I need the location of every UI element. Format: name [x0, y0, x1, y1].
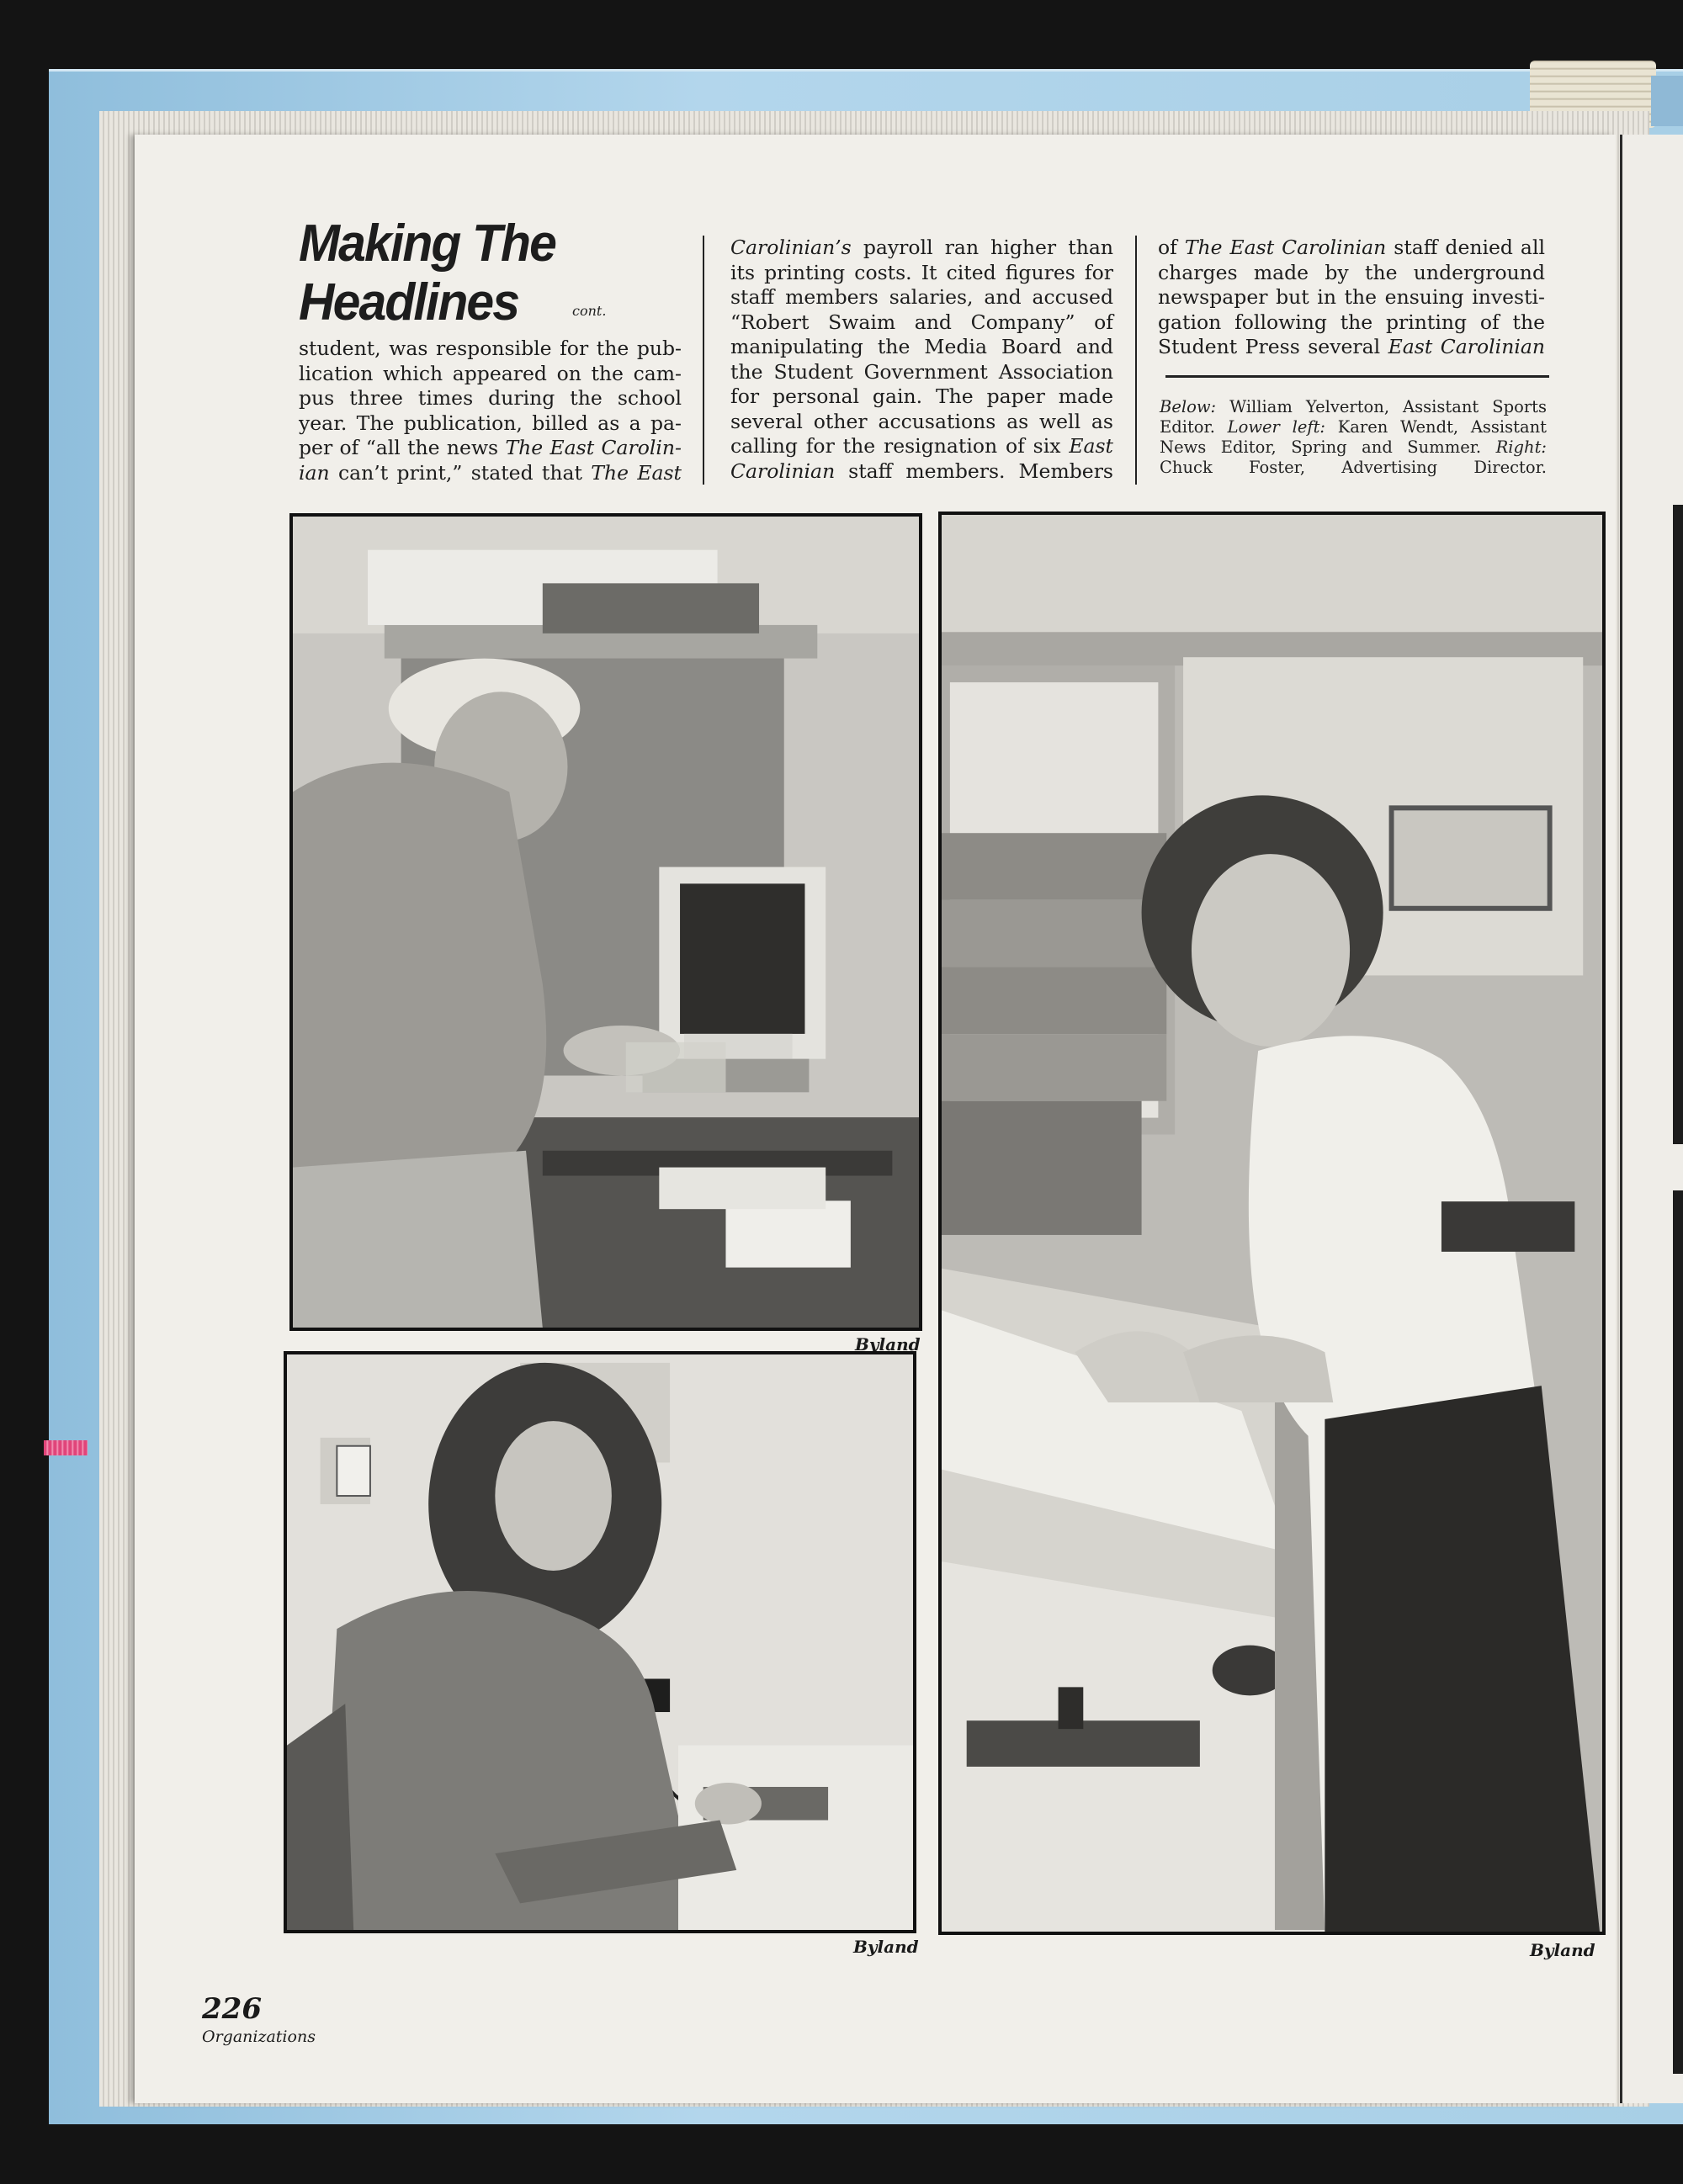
text-line: manipulating the Media Board and: [730, 335, 1113, 358]
sticky-marker: [44, 1440, 88, 1455]
article-column-1: [299, 337, 682, 485]
photo-credit: Byland: [1530, 1940, 1595, 1960]
page-number: 226: [202, 1992, 262, 2026]
caption-text: Karen Wendt, Assistant News Editor, Spring and Summer.: [1160, 417, 1548, 457]
caption-rule: [1165, 375, 1549, 378]
next-page-edge: [1620, 135, 1683, 2103]
photo-image: [287, 1354, 913, 1930]
caption-text: William Yelverton, Assistant Sports Editor.: [1160, 397, 1548, 437]
text-run: per of “all the news: [299, 436, 499, 459]
text-line: [1158, 335, 1545, 360]
text-line: for personal gain. The paper made: [730, 384, 1113, 408]
text-line: several other accusations as well as: [730, 409, 1113, 433]
publication-name: East: [1069, 434, 1113, 458]
publication-name: East Carolinian: [1388, 335, 1545, 358]
photo-karen-wendt: [284, 1351, 916, 1933]
text-run: staff denied all: [1394, 236, 1545, 259]
text-line: charges made by the underground: [1158, 260, 1545, 284]
text-line: staff members salaries, and accused: [730, 285, 1113, 309]
text-line: [299, 461, 682, 486]
photo-chuck-foster: [938, 512, 1606, 1935]
caption-label: Lower left:: [1227, 417, 1325, 437]
text-run: Student Press several: [1158, 335, 1381, 358]
text-line: student, was responsible for the pub-: [299, 337, 682, 360]
caption-text: Chuck Foster, Advertising Director.: [1160, 458, 1547, 477]
text-line: lication which appeared on the cam-: [299, 361, 682, 385]
text-line: its printing costs. It cited figures for: [730, 260, 1113, 284]
text-line: [730, 236, 1113, 261]
photo-image: [942, 515, 1602, 1932]
headline: [299, 215, 555, 332]
publication-name: Carolinian: [730, 459, 836, 483]
text-line: year. The publication, billed as a pa-: [299, 411, 682, 435]
headline-line-1: Making The: [299, 215, 555, 273]
text-line: [299, 436, 682, 461]
publication-name: The East Carolinian: [1184, 236, 1387, 259]
caption-label: Right:: [1495, 437, 1547, 457]
photo-credit: Byland: [853, 1937, 919, 1957]
publication-name: The East: [591, 460, 682, 485]
binder-corner: [1651, 76, 1683, 126]
column-divider: [1135, 236, 1137, 485]
text-run: calling for the resignation of six: [730, 434, 1061, 458]
text-line: [730, 459, 1113, 485]
photo-image: [293, 517, 919, 1328]
next-page-photo-edge: [1673, 505, 1683, 1144]
text-line: “Robert Swaim and Company” of: [730, 310, 1113, 334]
next-page-photo-edge: [1673, 1190, 1683, 2074]
column-divider: [703, 236, 704, 485]
text-line: [1158, 236, 1545, 261]
publication-name: ian: [299, 460, 330, 485]
caption-label: Below:: [1160, 397, 1217, 416]
photo-credit: Byland: [855, 1334, 921, 1354]
text-line: [730, 434, 1113, 459]
text-run: payroll ran higher than: [863, 236, 1113, 259]
photo-william-yelverton: [289, 513, 922, 1331]
text-run: of: [1158, 236, 1177, 259]
text-line: newspaper but in the ensuing investi-: [1158, 285, 1545, 309]
publication-name: Carolinian’s: [730, 236, 852, 259]
photo-caption: [1160, 397, 1547, 478]
text-line: pus three times during the school: [299, 386, 682, 410]
headline-line-2: Headlines: [299, 273, 519, 331]
article-column-2: [730, 236, 1113, 484]
text-run: staff members. Members: [848, 459, 1113, 483]
text-run: can’t print,” stated that: [338, 460, 582, 485]
publication-name: The East Carolin-: [505, 436, 682, 459]
text-line: gation following the printing of the: [1158, 310, 1545, 334]
article-column-3: [1158, 236, 1545, 360]
continued-label: cont.: [572, 303, 607, 319]
text-line: the Student Government Association: [730, 359, 1113, 384]
caption-line: [1160, 397, 1547, 478]
section-name: Organizations: [202, 2028, 316, 2046]
